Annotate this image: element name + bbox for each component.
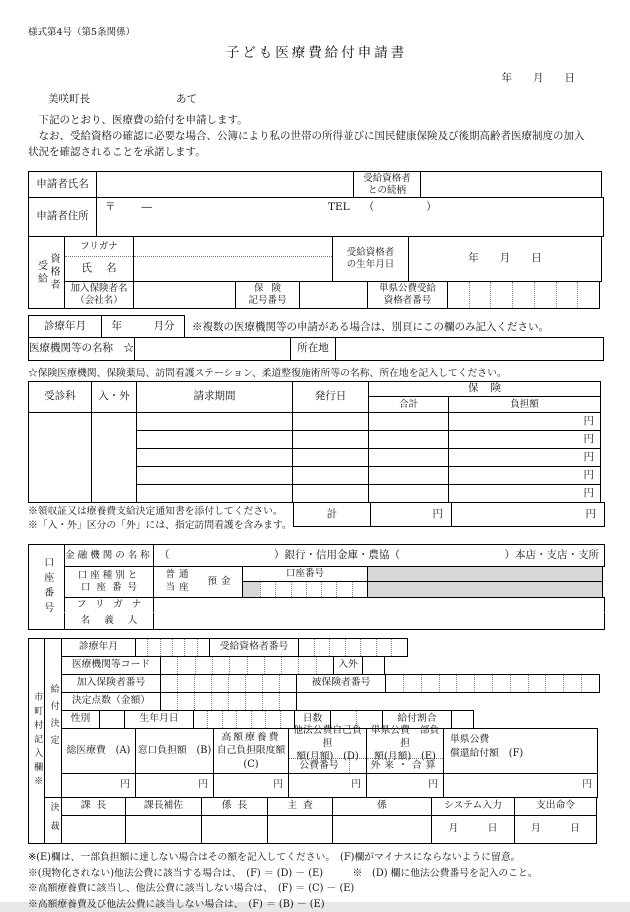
bank-paren-open: （ [159,549,170,562]
insurance-number-field[interactable] [299,281,368,309]
muni-recipient-no-boxes[interactable] [298,638,408,657]
system-entry-date-field[interactable]: 月 日 [431,815,515,844]
applicant-address-label: 申請者住所 [28,197,97,237]
approver-shusa-label: 主査 [267,797,333,816]
claim-burden-field[interactable]: 円 [448,466,601,485]
claims-dept-field[interactable] [28,412,92,503]
claim-total-field[interactable] [368,484,449,503]
bank-name-field[interactable] [153,544,605,567]
muni-empty [473,710,595,729]
muni-insurer-no-label: 加入保険者番号 [61,674,161,693]
approval-side-label: 決裁 [44,797,62,844]
account-number-header: 口座番号 [242,566,368,582]
benefit-decision-label: 給付決定 [44,638,62,798]
account-shaded-area [367,581,603,598]
claims-sum-burden-field[interactable]: 円 [451,502,605,527]
amount-e-sub-label: 外来・合算 [367,759,443,773]
claims-notes [28,502,294,533]
claim-issue-field[interactable] [292,484,369,503]
inout-note: ※「入・外」区分の「外」には、指定訪問看護を含みます。 [28,519,294,533]
account-furigana-label: フリガナ [64,597,154,613]
footnote-4: ※高額療養費及び他法公費に該当しない場合は、 (F) ＝ (B) － (E) [28,897,605,912]
claim-period-field[interactable] [136,430,293,449]
approver-kachohosa-field[interactable] [125,815,202,844]
bank-tail: ）本店・支店・支所 [505,549,600,562]
treatment-month-field[interactable]: 年 月分 [101,315,185,338]
muni-month-label: 診療年月 [61,638,136,657]
account-type-ordinary[interactable]: 普通 [154,569,200,582]
account-furigana-field[interactable] [153,597,605,613]
claims-sum-total-field[interactable]: 円 [370,502,452,527]
amount-d-subsidy-no-box[interactable] [349,759,366,773]
account-type-field[interactable] [153,566,243,598]
payment-order-label: 支出命令 [514,797,597,816]
claim-row [136,412,604,431]
addressee-line [28,91,605,106]
muni-insured-no-boxes[interactable] [385,674,600,693]
deposit-label: 預金 [200,576,242,588]
bank-middle: ）銀行・信用金庫・農協（ [274,549,400,562]
muni-empty [384,656,599,675]
claims-period-header: 請求期間 [136,381,293,413]
amount-a-field[interactable]: 円 [61,773,136,798]
muni-inout-label: 入外 [333,656,363,675]
approval-headers [61,797,603,816]
intro-paragraph-2: なお、受給資格の確認に必要な場合、公簿により私の世帯の所得並びに国民健康保険及び後期高齢者医療制度の加入状況を確認されることを承諾します。 [28,128,590,160]
claim-issue-field[interactable] [292,448,369,467]
approver-kakaricho-label: 係長 [201,797,268,816]
intro-paragraph-1: 下記のとおり、医療費の給付を申請します。 [28,112,588,128]
payment-order-date-field[interactable]: 月 日 [514,815,597,844]
amount-f-header: 単県公費 償還給付額 (F) [443,728,598,774]
treatment-month-label: 診療年月 [28,315,102,338]
recipient-name-fields [133,236,333,282]
claim-burden-field[interactable]: 円 [448,484,601,503]
muni-institution-code-label: 医療機関等コード [61,656,161,675]
recipient-table [28,236,605,309]
muni-sex-box[interactable] [99,710,125,729]
footnote-1: ※(E)欄は、一部負担額に達しない場合はその額を記入してください。 (F)欄がマイナスにならないように留意。 [28,850,605,866]
amount-b-header: 窓口負担額 (B) [135,728,214,774]
account-type-current[interactable]: 当座 [154,582,200,595]
claim-issue-field[interactable] [292,412,369,431]
claim-burden-field[interactable]: 円 [448,412,601,431]
claim-burden-field[interactable]: 円 [448,430,601,449]
approver-kakari-label: 係 [332,797,432,816]
claims-total-header: 合計 [368,396,449,413]
recipient-furigana-field[interactable] [134,237,332,257]
muni-recipient-no-label: 受給資格者番号 [209,638,299,657]
account-holder-field[interactable] [153,612,605,630]
muni-insured-no-label: 被保険者番号 [296,674,386,693]
account-number-boxes[interactable] [242,581,368,598]
claims-issue-header: 発行日 [292,381,369,413]
claim-total-field[interactable] [368,466,449,485]
amount-c-field[interactable]: 円 [213,773,289,798]
claim-period-field[interactable] [136,412,293,431]
claim-issue-field[interactable] [292,430,369,449]
approval-stamp-row [61,815,603,844]
muni-month-boxes[interactable] [135,638,210,657]
receipt-note: ※領収証又は療養費支給決定通知書を添付してください。 [28,505,294,519]
claim-total-field[interactable] [368,412,449,431]
claims-insurance-header: 保険 [368,381,601,397]
amount-e-header: 単県公費一部負担 額(月額) (E) 外来・合算 [366,728,444,774]
pref-subsidy-number-label: 単県公費受給 資格者番号 [367,281,448,309]
claim-period-field[interactable] [136,448,293,467]
form-title: 子ども医療費給付申請書 [28,41,605,61]
footnote-2: ※(現物化されない)他法公費に該当する場合は、 (F) ＝ (D) － (E) ※ (D) 欄に他法公費番号を記入のこと。 [28,866,605,882]
amount-d-field[interactable]: 円 [288,773,367,798]
tel-label: TEL [328,201,350,214]
institution-location-label: 所在地 [290,337,336,361]
claims-inout-field[interactable] [91,412,137,503]
account-type-label: 口座種別と 口座番号 [64,566,154,598]
applicant-address-field[interactable] [96,197,604,237]
municipal-section [28,638,605,844]
treatment-month-row [28,315,605,338]
birthdate-label: 受給資格者 の生年月日 [332,236,409,282]
approver-kakaricho-field[interactable] [201,815,268,844]
muni-rate-box[interactable] [451,710,474,729]
applicant-name-field[interactable] [96,171,354,198]
approver-kacho-field[interactable] [61,815,126,844]
recipient-name-label: 氏名 [68,257,131,281]
postal-dash: ― [142,201,153,214]
recipient-name-field[interactable] [134,257,332,281]
muni-points-label: 決定点数（金額） [61,692,161,711]
furigana-label: フリガナ [65,237,133,257]
claim-row [136,430,604,449]
institution-name-field[interactable] [134,337,291,361]
recipient-side-label: 受給 資格者 [28,236,65,309]
claims-table [28,381,605,533]
institution-location-field[interactable] [335,337,604,361]
muni-insurer-no-boxes[interactable] [160,674,297,693]
claim-period-field[interactable] [136,484,293,503]
muni-amount-headers [61,728,603,774]
approver-shusa-field[interactable] [267,815,333,844]
claims-burden-header: 負担額 [448,396,601,413]
muni-empty [296,692,601,711]
addressee: 美咲町長 [48,93,90,105]
applicant-table [28,171,605,237]
bank-name-label: 金融機関の名称 [64,544,154,567]
system-entry-label: システム入力 [431,797,515,816]
muni-empty [407,638,599,657]
tel-paren-close: ） [426,201,437,214]
claims-inout-header: 入・外 [91,381,137,413]
muni-row-institution [61,656,603,675]
claim-row [136,484,604,503]
account-shaded-area [367,566,603,582]
star-note: ☆保険医療機関、保険薬局、訪問看護ステーション、柔道整復施術所等の名称、所在地を記入してください。 [28,365,605,379]
claims-sum-label: 計 [293,502,371,527]
claim-period-field[interactable] [136,466,293,485]
institution-name-label: 医療機関等の名称 ☆ [28,337,135,361]
claim-burden-field[interactable]: 円 [448,448,601,467]
insurer-label: 加入保険者名 （会社名） [64,281,134,309]
muni-days-label: 日数 [294,710,331,729]
footnote-3: ※高額療養費に該当し、他法公費に該当しない場合は、 (F) ＝ (C) － (E) [28,881,605,897]
muni-row-points [61,692,603,711]
amount-b-field[interactable]: 円 [135,773,214,798]
insurance-number-label: 保険 記号番号 [235,281,300,309]
approver-kakari-field[interactable] [332,815,432,844]
form-number: 様式第4号（第5条関係） [28,24,605,38]
recipient-name-label-cell [64,236,134,282]
muni-row-insurer [61,674,603,693]
claim-row [136,448,604,467]
amount-a-header: 総医療費 (A) [61,728,136,774]
approver-kachohosa-label: 課長補佐 [125,797,202,816]
tel-paren-open: （ [364,201,375,214]
account-number-first-box [243,582,260,597]
claim-issue-field[interactable] [292,466,369,485]
footnotes [28,850,605,912]
institution-table [28,337,605,361]
muni-birth-boxes[interactable] [193,710,295,729]
date-line: 年 月 日 [28,70,605,85]
approver-kacho-label: 課長 [61,797,126,816]
account-side-label: 口座番号 [28,544,65,630]
muni-rate-label: 給付割合 [382,710,452,729]
claims-dept-header: 受診科 [28,381,92,413]
muni-sex-label: 性別 [61,710,100,729]
claim-total-field[interactable] [368,448,449,467]
muni-inout-box[interactable] [362,656,385,675]
muni-row-month [61,638,603,657]
pref-subsidy-number-boxes[interactable] [447,281,600,309]
account-table [28,544,605,630]
relation-field[interactable] [420,171,602,198]
amount-d-subsidy-no-label: 公費番号 [289,760,349,772]
postal-mark: 〒 [105,201,116,214]
multiple-institution-note: ※複数の医療機関等の申請がある場合は、別頁にこの欄のみ記入ください。 [192,315,549,338]
insurer-name-field[interactable] [133,281,236,309]
amount-d-header: 他法公費自己負担 額(月額) (D) 公費番号 [288,728,367,774]
municipal-side-label: 市町村記入欄※ [28,638,45,844]
muni-points-boxes[interactable] [160,692,297,711]
amount-f-field[interactable]: 円 [443,773,598,798]
amount-c-header: 高額療養費 自己負担限度額 (C) [213,728,289,774]
muni-institution-code-boxes[interactable] [160,656,334,675]
applicant-name-label: 申請者氏名 [28,171,97,198]
relation-label: 受給資格者 との続柄 [353,171,421,198]
amount-e-field[interactable]: 円 [366,773,444,798]
recipient-birthdate-field[interactable]: 年 月 日 [408,236,602,282]
claim-row [136,466,604,485]
muni-amount-values [61,773,603,798]
claim-total-field[interactable] [368,430,449,449]
addressee-suffix: あて [176,93,197,105]
muni-birth-label: 生年月日 [124,710,194,729]
account-holder-label: 名義人 [64,612,154,630]
